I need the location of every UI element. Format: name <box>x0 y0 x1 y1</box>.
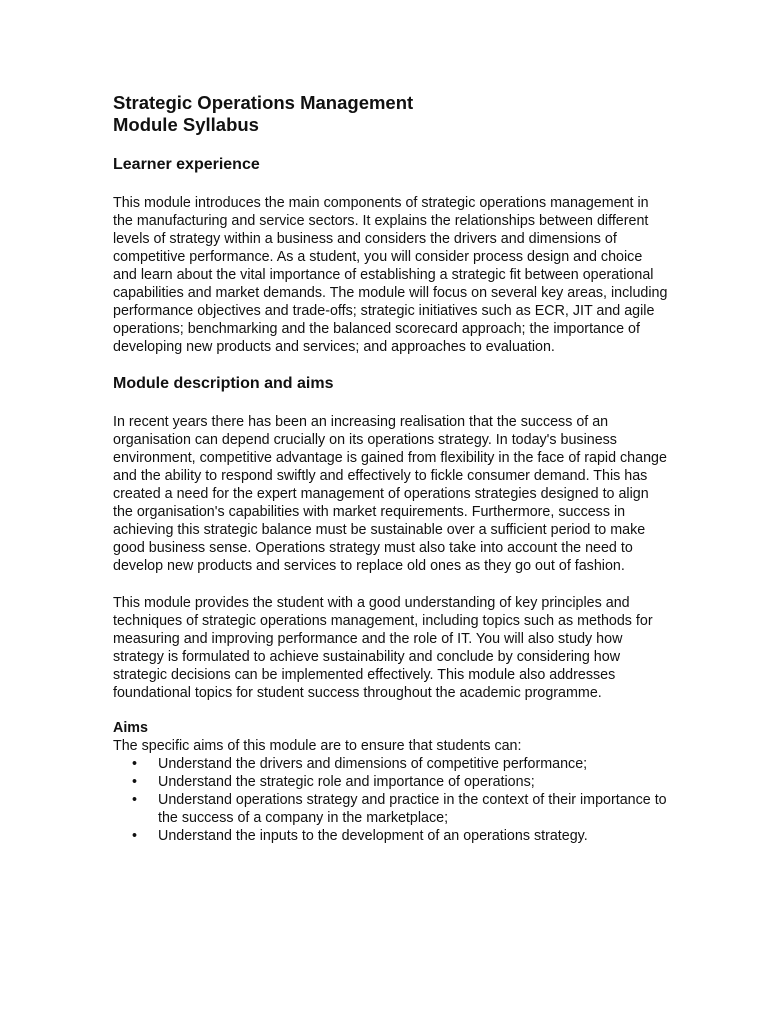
bullet-icon: • <box>132 756 138 772</box>
aims-intro: The specific aims of this module are to ensure that students can: <box>113 738 522 754</box>
list-item <box>113 773 668 791</box>
bullet-icon: • <box>132 828 138 844</box>
bullet-icon: • <box>132 792 138 808</box>
list-item-text: Understand operations strategy and practice in the context of their importance to the success of a company in the marketplace; <box>158 792 667 826</box>
list-item-text: Understand the drivers and dimensions of competitive performance; <box>158 756 588 772</box>
list-item-text: Understand the strategic role and importance of operations; <box>158 774 535 790</box>
learner-experience-paragraph: This module introduces the main components of strategic operations management in the manufacturing and service sectors. It explains the relationships between different levels of strategy within a business and considers the drivers and dimensions of competitive performance. As a student, you will consider process design and choice and learn about the vital importance of establishing a strategic fit between operational capabilities and market demands. The module will focus on several key areas, including performance objectives and trade-offs; strategic initiatives such as ECR, JIT and agile operations; benchmarking and the balanced scorecard approach; the importance of developing new products and services; and approaches to evaluation. <box>113 195 668 355</box>
title-line-1: Strategic Operations Management <box>113 92 414 113</box>
document-title <box>113 92 668 136</box>
aims-list <box>113 755 668 845</box>
module-description-heading: Module description and aims <box>113 375 334 392</box>
list-item <box>113 827 668 845</box>
module-description-paragraph-1: In recent years there has been an increasing realisation that the success of an organisation can depend crucially on its operations strategy. In today's business environment, competitive advantage is gained from flexibility in the face of rapid change and the ability to respond swiftly and effectively to fickle consumer demand. This has created a need for the expert management of operations strategies designed to align the organisation's capabilities with market requirements. Furthermore, success in achieving this strategic balance must be sustainable over a sufficient period to make good business sense. Operations strategy must also take into account the need to develop new products and services to replace old ones as they go out of fashion. <box>113 414 667 574</box>
list-item-text: Understand the inputs to the development of an operations strategy. <box>158 828 588 844</box>
list-item <box>113 791 668 827</box>
aims-heading: Aims <box>113 720 148 736</box>
bullet-icon: • <box>132 774 138 790</box>
learner-experience-heading: Learner experience <box>113 156 260 173</box>
list-item <box>113 755 668 773</box>
title-line-2: Module Syllabus <box>113 114 259 135</box>
module-description-paragraph-2: This module provides the student with a good understanding of key principles and techniques of strategic operations management, including topics such as methods for measuring and improving performance and the role of IT. You will also study how strategy is formulated to achieve sustainability and conclude by considering how strategic decisions can be implemented effectively. This module also addresses foundational topics for student success throughout the academic programme. <box>113 595 653 701</box>
